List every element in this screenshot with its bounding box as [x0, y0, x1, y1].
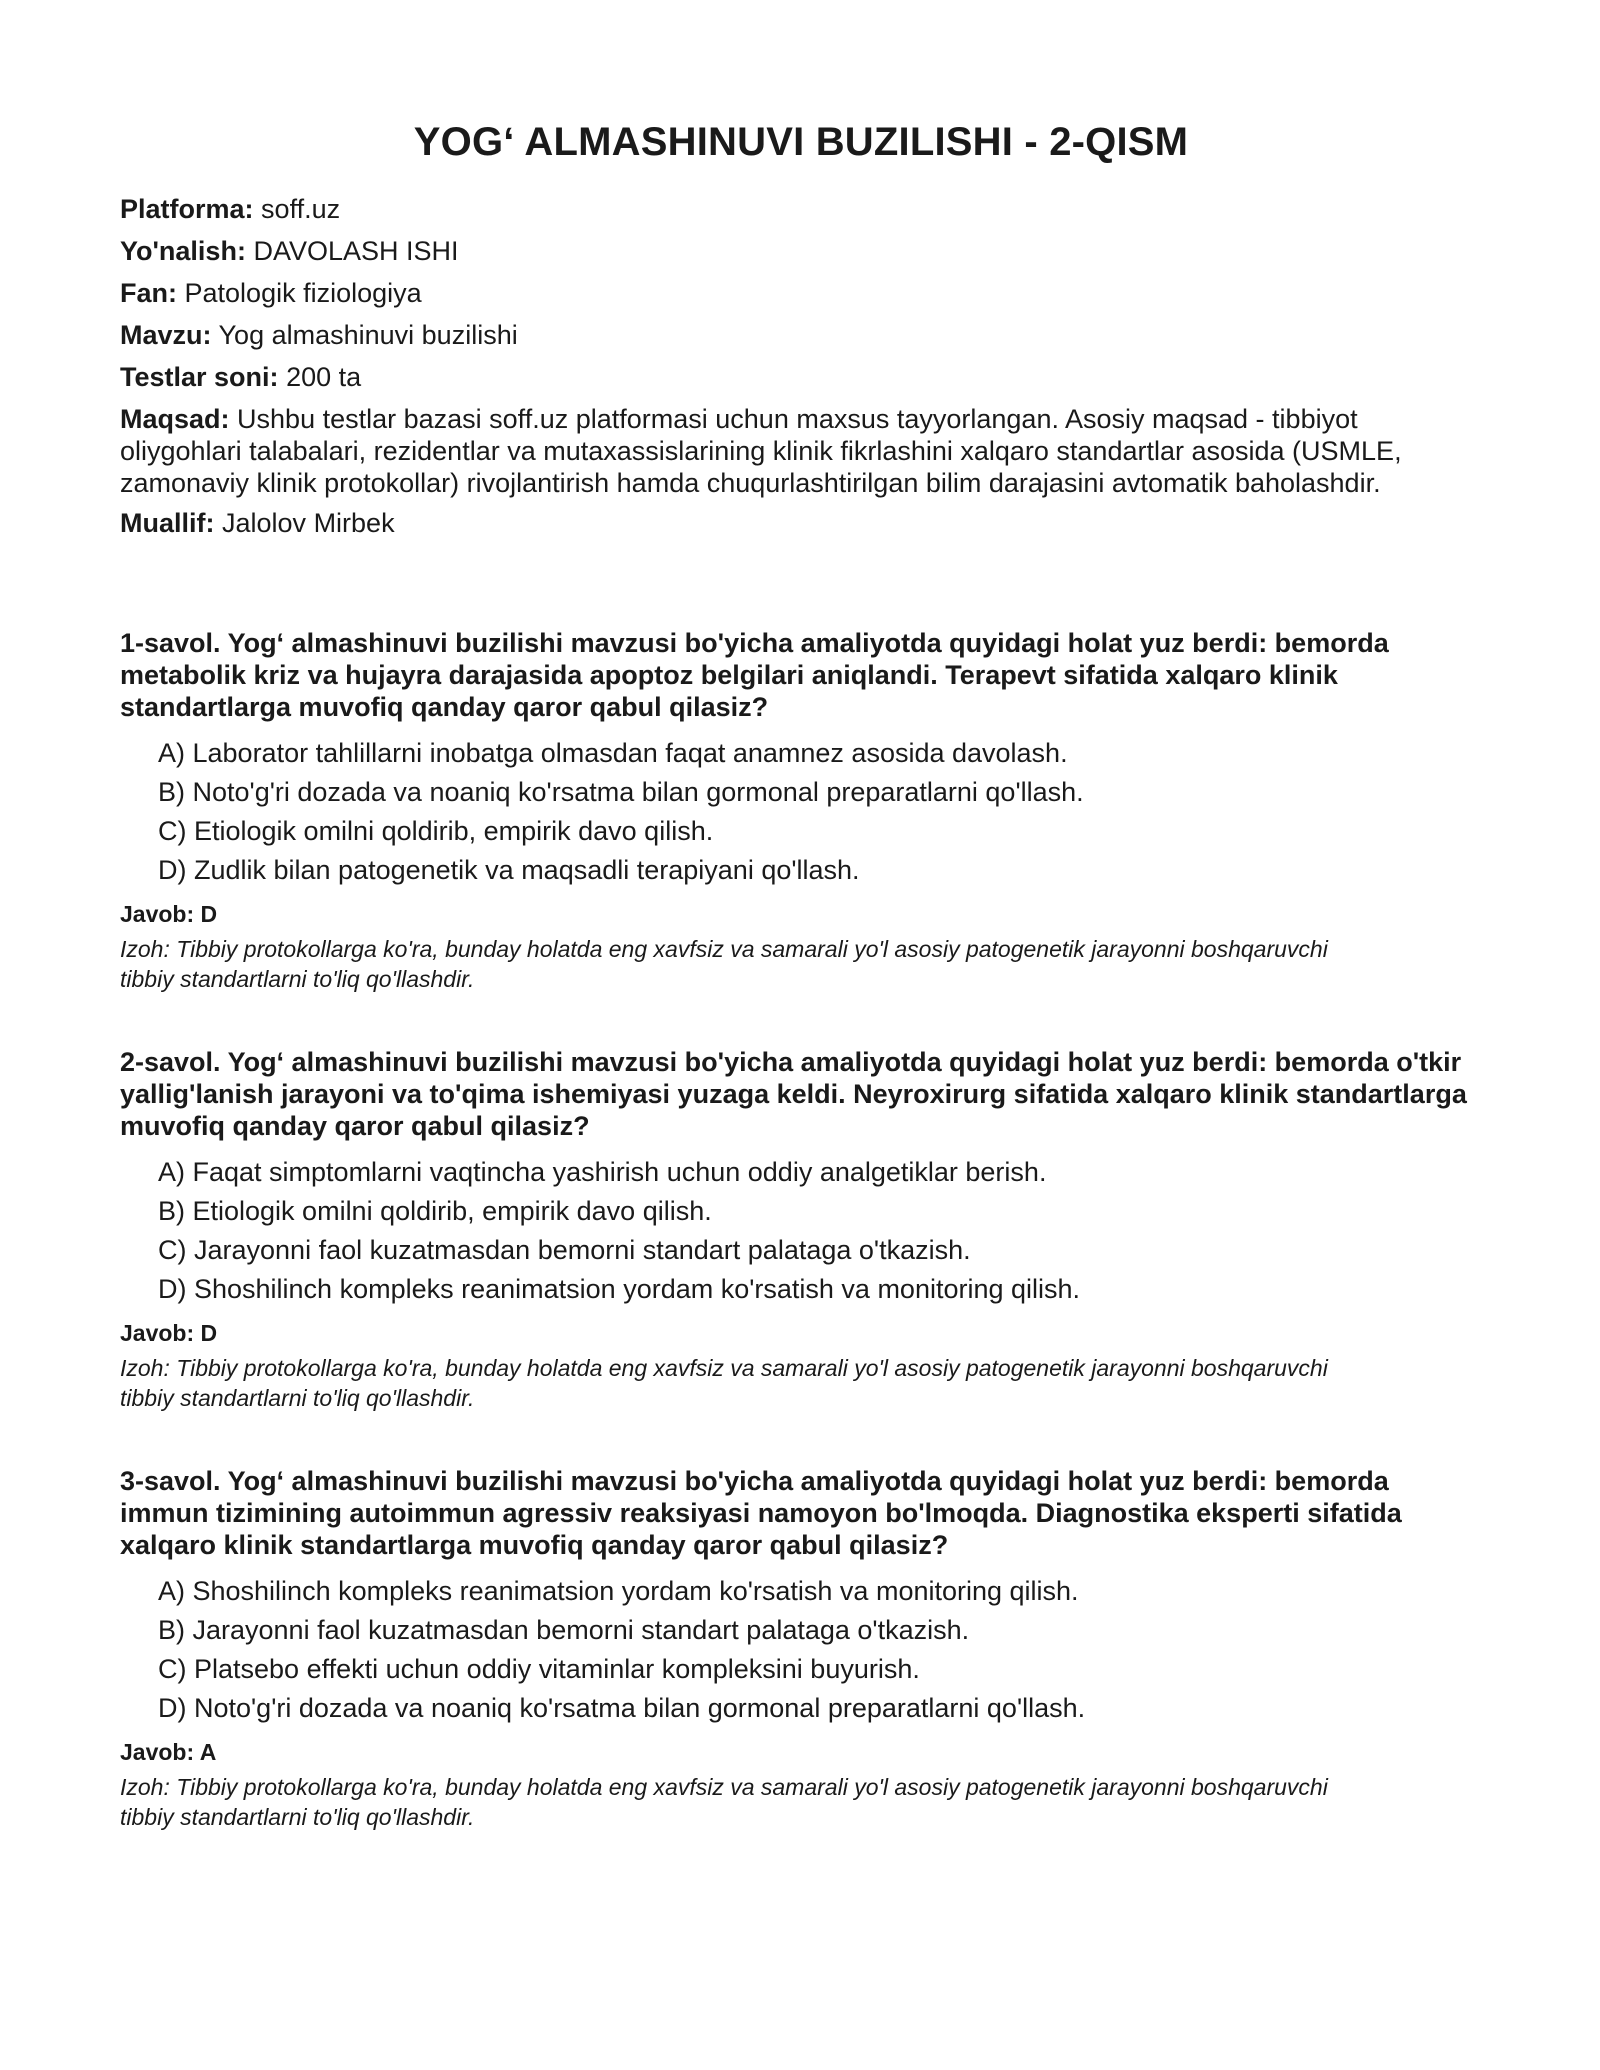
meta-topic — [120, 319, 1482, 351]
answer-option-a: A) Shoshilinch kompleks reanimatsion yordam ko'rsatish va monitoring qilish. — [158, 1576, 1079, 1606]
answer-option-c: C) Jarayonni faol kuzatmasdan bemorni standart palataga o'tkazish. — [158, 1235, 971, 1265]
meta-author — [120, 507, 1482, 539]
meta-author-label: Muallif: — [120, 508, 215, 538]
meta-subject-value: Patologik fiziologiya — [184, 278, 422, 308]
meta-goal-label: Maqsad: — [120, 404, 230, 434]
correct-answer-label: Javob: — [120, 1320, 195, 1346]
question-text: 1-savol. Yog‘ almashinuvi buzilishi mavzusi bo'yicha amaliyotda quyidagi holat yuz berdi: bemorda metabolik kriz va hujayra darajasida apoptoz belgilari aniqlandi. Terapevt sifatida xalqaro klinik standartlarga muvofiq qanday qaror qabul qilasiz? — [120, 628, 1389, 722]
answer-option-d: D) Noto'g'ri dozada va noaniq ko'rsatma bilan gormonal preparatlarni qo'llash. — [158, 1693, 1086, 1723]
answer-explanation: Izoh: Tibbiy protokollarga ko'ra, bunday holatda eng xavfsiz va samarali yo'l asosiy patogenetik jarayonni boshqaruvchi tibbiy standartlarni to'liq qo'llashdir. — [120, 1355, 1328, 1411]
question-block — [120, 627, 1482, 994]
correct-answer-value: D — [200, 901, 218, 927]
correct-answer-label: Javob: — [120, 1739, 195, 1765]
answer-option-d: D) Zudlik bilan patogenetik va maqsadli terapiyani qo'llash. — [158, 855, 860, 885]
question-text: 3-savol. Yog‘ almashinuvi buzilishi mavzusi bo'yicha amaliyotda quyidagi holat yuz berdi: bemorda immun tizimining autoimmun agressiv reaksiyasi namoyon bo'lmoqda. Diagnostika eksperti sifatida xalqaro klinik standartlarga muvofiq qanday qaror qabul qilasiz? — [120, 1466, 1402, 1560]
meta-test-count — [120, 361, 1482, 393]
meta-platform — [120, 193, 1482, 225]
answer-option-a: A) Faqat simptomlarni vaqtincha yashirish uchun oddiy analgetiklar berish. — [158, 1157, 1047, 1187]
question-text: 2-savol. Yog‘ almashinuvi buzilishi mavzusi bo'yicha amaliyotda quyidagi holat yuz berdi: bemorda o'tkir yallig'lanish jarayoni va to'qima ishemiyasi yuzaga keldi. Neyroxirurg sifatida xalqaro klinik standartlarga muvofiq qanday qaror qabul qilasiz? — [120, 1047, 1467, 1141]
meta-subject-label: Fan: — [120, 278, 177, 308]
answer-option-c: C) Platsebo effekti uchun oddiy vitaminlar kompleksini buyurish. — [158, 1654, 920, 1684]
answer-explanation: Izoh: Tibbiy protokollarga ko'ra, bunday holatda eng xavfsiz va samarali yo'l asosiy patogenetik jarayonni boshqaruvchi tibbiy standartlarni to'liq qo'llashdir. — [120, 1774, 1328, 1830]
meta-subject — [120, 277, 1482, 309]
correct-answer — [120, 1319, 1482, 1347]
answer-option-a: A) Laborator tahlillarni inobatga olmasdan faqat anamnez asosida davolash. — [158, 738, 1068, 768]
answer-option-b: B) Jarayonni faol kuzatmasdan bemorni standart palataga o'tkazish. — [158, 1615, 970, 1645]
correct-answer — [120, 900, 1482, 928]
correct-answer-value: D — [200, 1320, 218, 1346]
answer-option-d: D) Shoshilinch kompleks reanimatsion yordam ko'rsatish va monitoring qilish. — [158, 1274, 1081, 1304]
meta-topic-label: Mavzu: — [120, 320, 212, 350]
meta-direction-label: Yo'nalish: — [120, 236, 246, 266]
question-list — [120, 627, 1482, 1832]
meta-goal-value: Ushbu testlar bazasi soff.uz platformasi uchun maxsus tayyorlangan. Asosiy maqsad - tibbiyot oliygohlari talabalari, rezidentlar va mutaxassislarining klinik fikrlashini xalqaro standartlar asosida (USMLE, zamonaviy klinik protokollar) rivojlantirish hamda chuqurlashtirilgan bilim darajasini avtomatik baholashdir. — [120, 404, 1402, 498]
meta-topic-value: Yog almashinuvi buzilishi — [218, 320, 518, 350]
correct-answer — [120, 1738, 1482, 1766]
document-title: YOG‘ ALMASHINUVI BUZILISHI - 2-QISM — [413, 120, 1189, 164]
answer-option-b: B) Etiologik omilni qoldirib, empirik davo qilish. — [158, 1196, 712, 1226]
meta-platform-label: Platforma: — [120, 194, 254, 224]
question-block — [120, 1465, 1482, 1832]
document-metadata — [120, 193, 1482, 539]
answer-option-c: C) Etiologik omilni qoldirib, empirik davo qilish. — [158, 816, 714, 846]
answer-option-b: B) Noto'g'ri dozada va noaniq ko'rsatma bilan gormonal preparatlarni qo'llash. — [158, 777, 1084, 807]
meta-test-count-label: Testlar soni: — [120, 362, 279, 392]
meta-platform-value: soff.uz — [261, 194, 341, 224]
question-block — [120, 1046, 1482, 1413]
meta-goal — [120, 403, 1482, 499]
meta-direction-value: DAVOLASH ISHI — [253, 236, 459, 266]
correct-answer-value: A — [199, 1739, 217, 1765]
answer-explanation: Izoh: Tibbiy protokollarga ko'ra, bunday holatda eng xavfsiz va samarali yo'l asosiy patogenetik jarayonni boshqaruvchi tibbiy standartlarni to'liq qo'llashdir. — [120, 936, 1328, 992]
meta-author-value: Jalolov Mirbek — [222, 508, 395, 538]
meta-test-count-value: 200 ta — [286, 362, 362, 392]
meta-direction — [120, 235, 1482, 267]
correct-answer-label: Javob: — [120, 901, 195, 927]
